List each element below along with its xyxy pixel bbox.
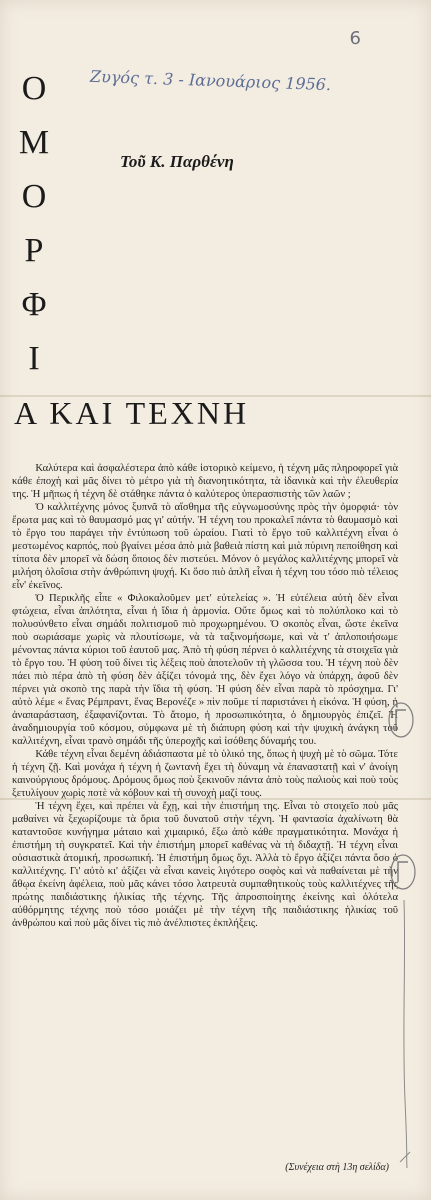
- paragraph: Καλύτερα καὶ ἀσφαλέστερα ἀπὸ κάθε ἱστορικὸ κείμενο, ἡ τέχνη μᾶς πληροφορεῖ γιὰ κάθε ἐποχὴ καὶ μᾶς δίνει τὸ μέτρο γιὰ τὴ διανοητικότητα, τὰ ἰδανικὰ καὶ τὴν ἐλευθερία της. Ἡ μῆπως ἡ τέχνη δὲ στάθηκε πάντα ὁ καλύτερος ὑπερασπιστὴς τῶν λαῶν ;: [12, 463, 398, 500]
- continuation-note: (Συνέχεια στὴ 13η σελίδα): [285, 1162, 389, 1173]
- paragraph: Κάθε τέχνη εἶναι δεμένη ἀδιάσπαστα μὲ τὸ ὑλικό της, ὅπως ἡ ψυχὴ μὲ τὸ σῶμα. Τότε ἡ τέχνη ζῇ. Καὶ μονάχα ἡ τέχνη ἡ ζωντανὴ ἔχει τὴ δύναμη νὰ ἐπαναστατῇ καὶ ν' ἀνοίγη καινούργιους δρόμους. Δρόμους ὅμως ποὺ ξεκινοῦν πάντα ἀπὸ τοὺς παλιοὺς καὶ ποὺ τοὺς ξετυλίγουν χωρὶς ποτὲ νὰ κόβουν καὶ τὴ συνοχὴ μαζί τους.: [12, 749, 398, 799]
- paragraph: Ὁ Περικλῆς εἶπε « Φιλοκαλοῦμεν μετ' εὐτελείας ». Ἡ εὐτέλεια αὐτὴ δὲν εἶναι φτώχεια, εἶναι ἁπλότητα, εἶναι ἡ ἴδια ἡ ἁρμονία. Οὔτε ὅμως καὶ τὸ πολύπλοκο καὶ τὸ πολυσύνθετο εἶναι σημάδι πολιτισμοῦ πιὸ προχωρημένου. Ὁ σκοπὸς εἶναι, ὥστε ἐκεῖνα ποὺ σωριάσαμε χωρὶς νὰ πλουτίσωμε, νὰ τὰ ταξινομήσωμε, καὶ νὰ τ' ἁπλοποιήσωμε μένοντας πάντα κύριοι τοῦ ἑαυτοῦ μας. Ἀπὸ τὴ φύση πέρνει ὁ καλλιτέχνης τὰ στοιχεῖα γιὰ τὸ ἔργο του. Ἡ φύση τοῦ δίνει τὶς λέξεις ποὺ ἀποτελοῦν τὴ γλῶσσα του. Ἡ τέχνη ποὺ δὲν πάει πιὸ πέρα ἀπὸ τὴ φύση δὲν ἀξίζει τόνομά της, δὲν ἔχει λόγο νὰ ὑπάρχη, ἀφοῦ δὲν πέρνει γιὰ σκοπὸ της παρὰ τὴν ἴδια τὴ φύση. Ἡ φύση δὲν εἶναι παρὰ τὸ πρόσχημα. Γι' αὐτὸ λέμε « ἕνας Ρέμπραντ, ἕνας Βερονέζε » πὶν ποῦμε τί παριστάνει ἡ εἰκόνα. Ἡ φύση, ἡ ἀναπαράσταση, ἐξαφανίζονται. Τὸ ἄτομο, ἡ προσωπικότητα, ὁ δημιουργὸς ἐπιζεῖ. Ἡ ἀναδημιουργία τοῦ κόσμου, σύμφωνα μὲ τὴ διάπυρη φύση καὶ τὴν ψυχικὴ ἀνάγκη τοῦ καλλιτέχνη, εἶναι τρανὸ σημάδι τῆς ὑπεροχῆς καὶ ἰσόθεης δύναμής του.: [12, 593, 398, 747]
- article-body: [12, 462, 398, 930]
- handwritten-date: Ζυγός τ. 3 - Ιανουάριος 1956.: [89, 66, 332, 95]
- author-byline: Τοῦ Κ. Παρθένη: [120, 152, 234, 171]
- title-letter: Φ: [21, 286, 47, 323]
- title-letter: Ο: [21, 70, 47, 107]
- title-letter: Ο: [21, 178, 47, 215]
- pencil-gamma-mark-icon: [388, 852, 418, 892]
- pencil-gamma-mark-icon: [386, 700, 416, 740]
- title-letter: Μ: [18, 124, 50, 161]
- title-letter: Ρ: [24, 232, 44, 269]
- title-vertical: [14, 62, 54, 386]
- pencil-margin-line-icon: [398, 900, 418, 1170]
- title-line: Α ΚΑΙ ΤΕΧΝΗ: [14, 395, 250, 431]
- title-letter: Ι: [28, 340, 40, 377]
- paragraph: Ὁ καλλιτέχνης μόνος ξυπνᾶ τὸ αἴσθημα τῆς εὐγνωμοσύνης πρὸς τὴν ὀμορφιά· τὸν ἔρωτα μας καὶ τὸ θαυμασμό μας γι' αὐτήν. Ἡ τέχνη του προκαλεῖ πάντα τὸ θαυμασμὸ καὶ τὸ ἔργο του παράγει τὴν ἐντύπωση τοῦ ὡραίου. Γιατὶ τὸ ἔργο τοῦ καλλιτέχνη εἶναι ὁ μεστωμένος καρπός, ποὺ βγαίνει μέσα ἀπὸ μιὰ βαθειὰ πίστη καὶ μιὰ πύρινη πεποίθηση καὶ τίποτα δὲν μπορεῖ νὰ δώση ὅποιος δὲν πιστεύει. Μόνον ὁ μεγάλος καλλιτέχνης μπορεῖ νὰ μιλήση ὁλοΐσια στὴν ἀνθρώπινη ψυχή. Κι ὅσο πιὸ ἁπλῆ εἶναι ἡ τέχνη του τόσο πιὸ τέλειος εἶν' ἐκεῖνος.: [12, 502, 398, 591]
- page-number: 6: [349, 28, 361, 49]
- paragraph: Ἡ τέχνη ἔχει, καὶ πρέπει νὰ ἔχῃ, καὶ τὴν ἐπιστήμη της. Εἶναι τὸ στοιχεῖο ποὺ μᾶς μαθαίνει νὰ ξεχωρίζουμε τὰ ὅρια τοῦ δυνατοῦ στὴν τέχνη. Ἡ φαντασία ἀχαλίνωτη θὰ καταντοῦσε κυνήγημα μάταιο καὶ χιμαιρικό, ἔξω ἀπὸ κάθε πραγματικότητα. Μονάχα ἡ ἐπιστήμη τὴ συγκρατεῖ. Καὶ τὴν ἐπιστήμη μπορεῖ καθένας νὰ τὴ διδαχτῇ. Ἡ τέχνη εἶναι οὐσιαστικὰ ἀτομική, προσωπική. Ἡ ἐπιστήμη ὅμως ὄχι. Ἀλλὰ τὸ ἔργο ἀξίζει πάντα ὅσο ὁ καλλιτέχνης. Γι' αὐτὸ κι' ἀξίζει νὰ εἶναι κανεὶς λιγότερο σοφὸς καὶ νὰ παθαίνεται μὲ τὴν ἄθῳα ἐκείνη ἀφέλεια, ποὺ μᾶς κάνει τόσο λατρευτὰ συμπαθητικοὺς τοὺς καλλιτέχνες τῆς πρώτης παιδιάστικης ἡλικίας τῆς τέχνης. Τῆς ἀπροσποίητης ἐκείνης καὶ ὁλότελα αὐθόρμητης τέχνης ποὺ τόσο μοιάζει μὲ τὴν τέχνη τῆς παιδιάστικης ἡλικίας τοῦ ἀνθρώπου καὶ ποὺ μᾶς δίνει τὶς πιὸ ἀνέλπιστες ἐκπλήξεις.: [12, 801, 398, 929]
